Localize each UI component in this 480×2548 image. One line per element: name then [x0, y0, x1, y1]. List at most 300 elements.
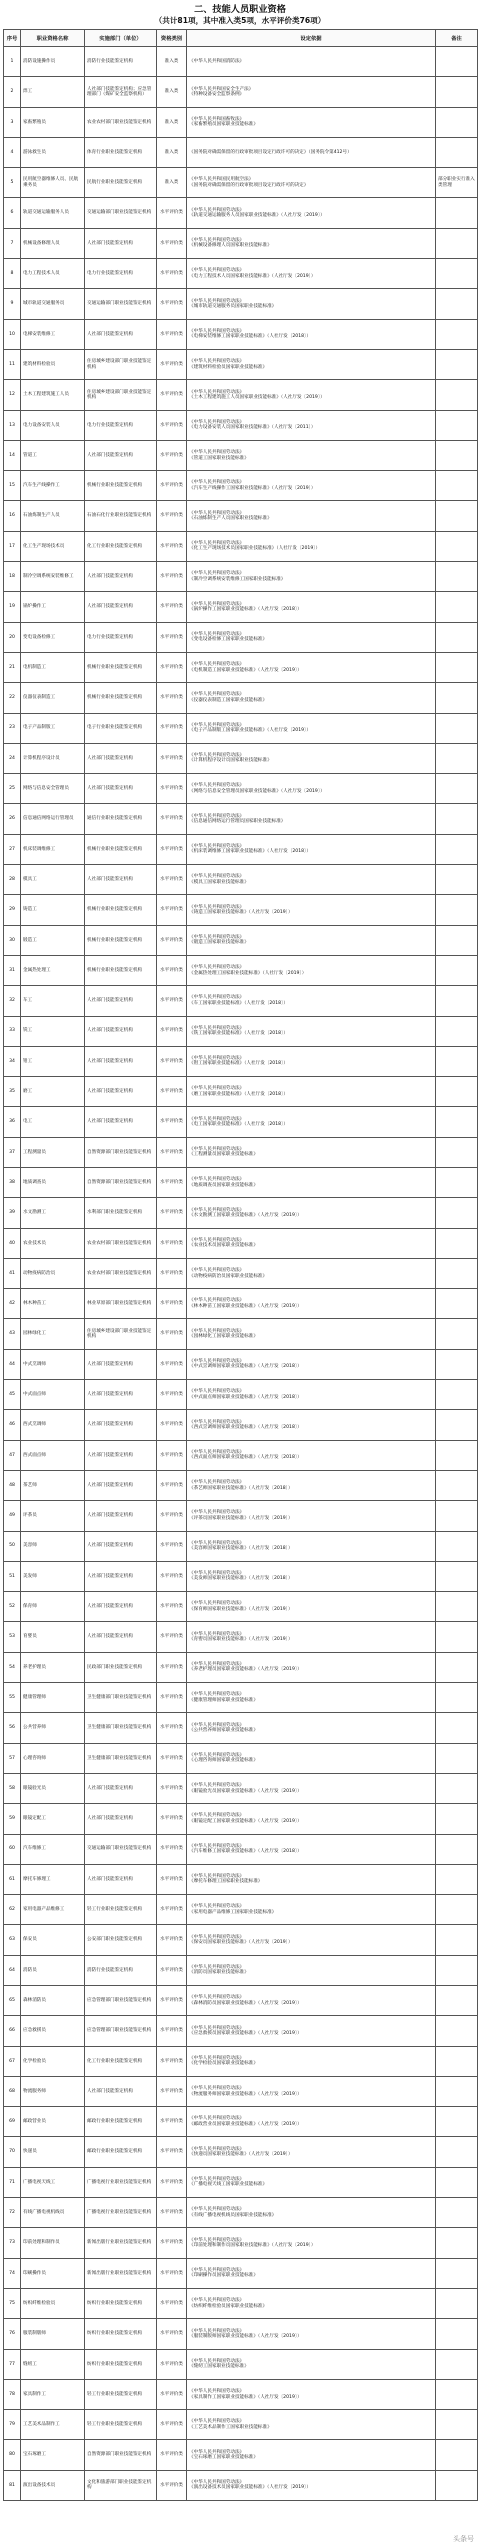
basis-line: 《西式面点师国家职业技能标准》（人社厅发〔2018〕） — [189, 1455, 302, 1461]
cell-name: 邮政营业员 — [21, 2107, 85, 2137]
cell-note — [436, 471, 478, 501]
cell-no: 60 — [4, 1834, 21, 1864]
basis-line: 《印刷操作员国家职业技能标准》 — [189, 2273, 258, 2279]
cell-dept: 轻工行业职业技能鉴定机构 — [85, 2410, 157, 2440]
cell-category: 水平评价类 — [157, 2349, 187, 2379]
cell-note — [436, 713, 478, 743]
cell-name: 养老护理员 — [21, 1652, 85, 1682]
cell-dept: 电力行业技能鉴定机构 — [85, 259, 157, 289]
cell-basis — [187, 2440, 436, 2470]
basis-line: 《公共营养师国家职业技能标准》 — [189, 1727, 258, 1733]
cell-basis — [187, 380, 436, 410]
basis-line: 《中华人民共和国劳动法》 — [189, 1298, 245, 1304]
cell-note — [436, 1016, 478, 1046]
table-row — [4, 592, 478, 622]
cell-note — [436, 2288, 478, 2318]
cell-note — [436, 47, 478, 77]
cell-name: 铣工 — [21, 1016, 85, 1046]
basis-line: 《中华人民共和国劳动法》 — [189, 1146, 245, 1152]
cell-name: 中式面点师 — [21, 1380, 85, 1410]
column-header-note: 备注 — [436, 30, 478, 47]
cell-dept: 交通运输部门职业技能鉴定机构 — [85, 198, 157, 228]
cell-basis — [187, 1743, 436, 1773]
cell-note — [436, 107, 478, 137]
table-row — [4, 228, 478, 258]
table-row — [4, 1804, 478, 1834]
cell-note — [436, 228, 478, 258]
basis-line: 《金属热处理工国家职业技能标准》（人社厅发〔2019〕） — [189, 970, 307, 976]
cell-no: 80 — [4, 2440, 21, 2470]
table-row — [4, 2288, 478, 2318]
basis-line: 《模具工国家职业技能标准》 — [189, 879, 249, 885]
cell-basis — [187, 652, 436, 682]
cell-no: 55 — [4, 1683, 21, 1713]
table-row — [4, 2016, 478, 2046]
cell-note — [436, 592, 478, 622]
cell-basis — [187, 2198, 436, 2228]
basis-line: 《中华人民共和国劳动法》 — [189, 1722, 245, 1728]
cell-category: 水平评价类 — [157, 2258, 187, 2288]
basis-line: 《磨工国家职业技能标准》（人社厅发〔2018〕） — [189, 1091, 288, 1097]
cell-basis — [187, 2046, 436, 2076]
cell-category: 水平评价类 — [157, 531, 187, 561]
table-row — [4, 1561, 478, 1591]
cell-category: 水平评价类 — [157, 713, 187, 743]
cell-name: 城市轨道交通服务员 — [21, 289, 85, 319]
cell-dept: 人社部门技能鉴定机构 — [85, 1501, 157, 1531]
cell-basis — [187, 592, 436, 622]
cell-dept: 住房城乡建设部门职业技能鉴定机构 — [85, 380, 157, 410]
cell-category: 水平评价类 — [157, 319, 187, 349]
cell-no: 74 — [4, 2258, 21, 2288]
cell-basis — [187, 1864, 436, 1894]
cell-name: 评茶员 — [21, 1501, 85, 1531]
cell-no: 69 — [4, 2107, 21, 2137]
cell-category: 水平评价类 — [157, 1622, 187, 1652]
cell-dept: 人社部门技能鉴定机构 — [85, 865, 157, 895]
table-row — [4, 531, 478, 561]
cell-category: 水平评价类 — [157, 228, 187, 258]
cell-no: 9 — [4, 289, 21, 319]
basis-line: 《消防员国家职业技能标准》 — [189, 1970, 249, 1976]
cell-name: 宝石琢磨工 — [21, 2440, 85, 2470]
cell-name: 信息通信网络运行管理员 — [21, 804, 85, 834]
basis-line: 《家具制作工国家职业技能标准》（人社厅发〔2019〕） — [189, 2394, 302, 2400]
basis-line: 《电子产品制版工国家职业技能标准》（人社厅发〔2019〕） — [189, 728, 311, 734]
table-row — [4, 1107, 478, 1137]
cell-name: 服装制版师 — [21, 2319, 85, 2349]
basis-line: 《中华人民共和国劳动法》 — [189, 2146, 245, 2152]
cell-name: 电力设备安装人员 — [21, 410, 85, 440]
cell-note — [436, 1773, 478, 1803]
basis-line: 《中华人民共和国劳动法》 — [189, 934, 245, 940]
cell-dept: 消防行业技能鉴定机构 — [85, 1955, 157, 1985]
cell-name: 美容师 — [21, 1531, 85, 1561]
cell-dept: 自然资源部门职业技能鉴定机构 — [85, 1137, 157, 1167]
cell-dept: 人社部门技能鉴定机构 — [85, 1864, 157, 1894]
table-row — [4, 1289, 478, 1319]
cell-name: 心理咨询师 — [21, 1743, 85, 1773]
cell-dept: 机械行业职业技能鉴定机构 — [85, 683, 157, 713]
table-row — [4, 1077, 478, 1107]
cell-note — [436, 743, 478, 773]
table-row — [4, 2379, 478, 2409]
cell-basis — [187, 228, 436, 258]
basis-line: 《快递员国家职业技能标准》（人社厅发〔2019〕） — [189, 2152, 293, 2158]
cell-basis — [187, 2137, 436, 2167]
cell-note — [436, 925, 478, 955]
cell-note — [436, 137, 478, 167]
table-row — [4, 1683, 478, 1713]
cell-dept: 交通运输部门职业技能鉴定机构 — [85, 289, 157, 319]
cell-no: 42 — [4, 1289, 21, 1319]
cell-basis — [187, 198, 436, 228]
cell-category: 水平评价类 — [157, 1864, 187, 1894]
table-row — [4, 2167, 478, 2197]
cell-name: 管道工 — [21, 440, 85, 470]
table-row — [4, 47, 478, 77]
cell-dept: 人社部门技能鉴定机构；应急管理部门（煤矿安全监察机构） — [85, 77, 157, 107]
cell-dept: 民航行业职业技能鉴定机构 — [85, 168, 157, 198]
cell-dept: 应急管理部门职业技能鉴定机构 — [85, 1986, 157, 2016]
cell-name: 西式烹调师 — [21, 1410, 85, 1440]
cell-note — [436, 1198, 478, 1228]
cell-name: 铸造工 — [21, 895, 85, 925]
cell-category: 水平评价类 — [157, 2379, 187, 2409]
cell-no: 36 — [4, 1107, 21, 1137]
cell-name: 家畜繁殖员 — [21, 107, 85, 137]
basis-line: 《工程测量员国家职业技能标准》 — [189, 1152, 258, 1158]
cell-no: 51 — [4, 1561, 21, 1591]
cell-no: 7 — [4, 228, 21, 258]
table-row — [4, 2228, 478, 2258]
cell-basis — [187, 1046, 436, 1076]
cell-basis — [187, 1137, 436, 1167]
basis-line: 《中华人民共和国劳动法》 — [189, 2237, 245, 2243]
cell-note — [436, 1652, 478, 1682]
cell-category: 水平评价类 — [157, 1683, 187, 1713]
cell-basis — [187, 2107, 436, 2137]
basis-line: 《机械设备修理人员国家职业技能标准》 — [189, 243, 272, 249]
cell-basis — [187, 1258, 436, 1288]
cell-dept: 交通运输部门职业技能鉴定机构 — [85, 1834, 157, 1864]
cell-category: 准入类 — [157, 77, 187, 107]
cell-basis — [187, 2470, 436, 2500]
cell-category: 水平评价类 — [157, 562, 187, 592]
cell-basis — [187, 2076, 436, 2106]
basis-line: 《中华人民共和国劳动法》 — [189, 1692, 245, 1698]
cell-no: 12 — [4, 380, 21, 410]
basis-line: 《国务院对确需保留的行政审批项目设定行政许可的决定》 — [189, 182, 309, 188]
basis-line: 《中华人民共和国劳动法》 — [189, 238, 245, 244]
basis-line: 《中华人民共和国劳动法》 — [189, 419, 245, 425]
cell-basis — [187, 986, 436, 1016]
cell-no: 43 — [4, 1319, 21, 1349]
cell-dept: 人社部门技能鉴定机构 — [85, 592, 157, 622]
cell-note — [436, 895, 478, 925]
cell-note — [436, 2470, 478, 2500]
cell-name: 钳工 — [21, 1046, 85, 1076]
cell-no: 1 — [4, 47, 21, 77]
table-row — [4, 1470, 478, 1500]
cell-name: 民用航空器维修人员、民航乘务员 — [21, 168, 85, 198]
cell-name: 纺织纤维检验员 — [21, 2288, 85, 2318]
cell-no: 75 — [4, 2288, 21, 2318]
basis-line: 《中华人民共和国劳动法》 — [189, 965, 245, 971]
table-row — [4, 2107, 478, 2137]
table-row — [4, 1622, 478, 1652]
cell-name: 印刷操作员 — [21, 2258, 85, 2288]
table-row — [4, 683, 478, 713]
basis-line: 《中华人民共和国劳动法》 — [189, 1964, 245, 1970]
cell-basis — [187, 1713, 436, 1743]
cell-no: 81 — [4, 2470, 21, 2500]
cell-dept: 邮政行业职业技能鉴定机构 — [85, 2107, 157, 2137]
cell-name: 汽车维修工 — [21, 1834, 85, 1864]
cell-name: 金属热处理工 — [21, 955, 85, 985]
cell-category: 水平评价类 — [157, 683, 187, 713]
cell-dept: 人社部门技能鉴定机构 — [85, 1440, 157, 1470]
table-row — [4, 1016, 478, 1046]
basis-line: 《中华人民共和国劳动法》 — [189, 207, 245, 213]
basis-line: 《中华人民共和国民用航空法》 — [189, 177, 254, 183]
basis-line: 《中华人民共和国劳动法》 — [189, 2389, 245, 2395]
basis-line: 《中华人民共和国劳动法》 — [189, 1419, 245, 1425]
cell-basis — [187, 955, 436, 985]
basis-line: 《中华人民共和国劳动法》 — [189, 692, 245, 698]
cell-dept: 水利部门职业技能鉴定机构 — [85, 1198, 157, 1228]
cell-dept: 自然资源部门职业技能鉴定机构 — [85, 2440, 157, 2470]
cell-dept: 公安部门职业技能鉴定机构 — [85, 1925, 157, 1955]
table-row — [4, 77, 478, 107]
table-row — [4, 1955, 478, 1985]
cell-basis — [187, 2288, 436, 2318]
basis-line: 《西式烹调师国家职业技能标准》（人社厅发〔2018〕） — [189, 1425, 302, 1430]
basis-line: 《眼镜验光员国家职业技能标准》（人社厅发〔2019〕） — [189, 1788, 302, 1794]
cell-note — [436, 198, 478, 228]
cell-category: 水平评价类 — [157, 259, 187, 289]
cell-dept: 人社部门技能鉴定机构 — [85, 743, 157, 773]
cell-note — [436, 986, 478, 1016]
cell-basis — [187, 622, 436, 652]
cell-dept: 人社部门技能鉴定机构 — [85, 319, 157, 349]
cell-name: 广播电视天线工 — [21, 2167, 85, 2197]
cell-note — [436, 1895, 478, 1925]
cell-name: 有线广播电视机线员 — [21, 2198, 85, 2228]
cell-no: 13 — [4, 410, 21, 440]
cell-basis — [187, 1107, 436, 1137]
cell-no: 22 — [4, 683, 21, 713]
cell-dept: 住房城乡建设部门职业技能鉴定机构 — [85, 1319, 157, 1349]
basis-line: 《中华人民共和国劳动法》 — [189, 2419, 245, 2425]
basis-line: 《中华人民共和国劳动法》 — [189, 722, 245, 728]
cell-no: 20 — [4, 622, 21, 652]
cell-note — [436, 501, 478, 531]
cell-note — [436, 380, 478, 410]
cell-no: 45 — [4, 1380, 21, 1410]
basis-line: 《中华人民共和国劳动法》 — [189, 813, 245, 819]
basis-line: 《中华人民共和国劳动法》 — [189, 2328, 245, 2334]
table-row — [4, 1137, 478, 1167]
basis-line: 《动物疫病防治员国家职业技能标准》 — [189, 1273, 268, 1279]
cell-no: 6 — [4, 198, 21, 228]
basis-line: 《中华人民共和国劳动法》 — [189, 2358, 245, 2364]
table-row — [4, 2319, 478, 2349]
basis-line: 《农业技术员国家职业技能标准》 — [189, 1243, 258, 1249]
cell-no: 38 — [4, 1167, 21, 1197]
table-row — [4, 1228, 478, 1258]
cell-name: 眼镜验光员 — [21, 1773, 85, 1803]
qualification-table — [3, 29, 478, 2501]
cell-category: 水平评价类 — [157, 2319, 187, 2349]
basis-line: 《化工生产现场技术员国家职业技能标准》（人社厅发〔2019〕） — [189, 546, 321, 552]
table-row — [4, 137, 478, 167]
basis-line: 《中华人民共和国劳动法》 — [189, 2116, 245, 2122]
cell-basis — [187, 259, 436, 289]
basis-line: 《中华人民共和国劳动法》 — [189, 2267, 245, 2273]
table-row — [4, 168, 478, 198]
cell-dept: 农业农村部门职业技能鉴定机构 — [85, 107, 157, 137]
cell-category: 水平评价类 — [157, 1955, 187, 1985]
cell-note — [436, 2076, 478, 2106]
cell-category: 水平评价类 — [157, 1713, 187, 1743]
cell-dept: 机械行业职业技能鉴定机构 — [85, 895, 157, 925]
cell-dept: 机械行业职业技能鉴定机构 — [85, 834, 157, 864]
basis-line: 《有线广播电视机线员国家职业技能标准》 — [189, 2212, 277, 2218]
cell-category: 水平评价类 — [157, 774, 187, 804]
table-row — [4, 1046, 478, 1076]
cell-note — [436, 1470, 478, 1500]
cell-name: 消防设施操作员 — [21, 47, 85, 77]
cell-no: 11 — [4, 349, 21, 379]
table-row — [4, 349, 478, 379]
cell-category: 水平评价类 — [157, 865, 187, 895]
cell-dept: 农业农村部门职业技能鉴定机构 — [85, 1228, 157, 1258]
basis-line: 《国务院对确需保留的行政审批项目设定行政许可的决定》（国务院令第412号） — [189, 149, 352, 155]
basis-line: 《制冷空调系统安装维修工国家职业技能标准》 — [189, 576, 286, 582]
cell-note — [436, 319, 478, 349]
cell-name: 公共营养师 — [21, 1713, 85, 1743]
cell-basis — [187, 1380, 436, 1410]
cell-category: 水平评价类 — [157, 804, 187, 834]
cell-no: 56 — [4, 1713, 21, 1743]
cell-no: 46 — [4, 1410, 21, 1440]
cell-name: 电机制造工 — [21, 652, 85, 682]
basis-line: 《家用电器产品维修工国家职业技能标准》 — [189, 1909, 277, 1915]
cell-no: 66 — [4, 2016, 21, 2046]
basis-line: 《中华人民共和国劳动法》 — [189, 1389, 245, 1395]
table-row — [4, 743, 478, 773]
cell-no: 44 — [4, 1349, 21, 1379]
basis-line: 《车工国家职业技能标准》（人社厅发〔2018〕） — [189, 1000, 288, 1006]
cell-no: 64 — [4, 1955, 21, 1985]
cell-no: 62 — [4, 1895, 21, 1925]
cell-name: 变电设备检修工 — [21, 622, 85, 652]
table-row — [4, 652, 478, 682]
table-row — [4, 834, 478, 864]
basis-line: 《中华人民共和国消防法》 — [189, 58, 245, 64]
cell-category: 水平评价类 — [157, 1380, 187, 1410]
cell-dept: 轻工行业职业技能鉴定机构 — [85, 1895, 157, 1925]
cell-basis — [187, 1501, 436, 1531]
basis-line: 《建筑材料检验员国家职业技能标准》 — [189, 364, 268, 370]
cell-no: 71 — [4, 2167, 21, 2197]
cell-dept: 人社部门技能鉴定机构 — [85, 440, 157, 470]
cell-dept: 人社部门技能鉴定机构 — [85, 1804, 157, 1834]
basis-line: 《中华人民共和国劳动法》 — [189, 2025, 245, 2031]
column-header-basis: 设定依据 — [187, 30, 436, 47]
basis-line: 《中华人民共和国劳动法》 — [189, 571, 245, 577]
basis-line: 《中华人民共和国劳动法》 — [189, 2298, 245, 2304]
cell-no: 37 — [4, 1137, 21, 1167]
cell-name: 水文勘测工 — [21, 1198, 85, 1228]
cell-basis — [187, 774, 436, 804]
cell-note — [436, 2228, 478, 2258]
cell-note — [436, 2107, 478, 2137]
cell-name: 工程测量员 — [21, 1137, 85, 1167]
cell-category: 水平评价类 — [157, 2470, 187, 2500]
basis-line: 《水文勘测工国家职业技能标准》（人社厅发〔2019〕） — [189, 1212, 302, 1218]
cell-name: 电子产品制版工 — [21, 713, 85, 743]
cell-basis — [187, 1531, 436, 1561]
basis-line: 《中华人民共和国安全生产法》 — [189, 86, 254, 92]
table-row — [4, 622, 478, 652]
basis-line: 《地质调查员国家职业技能标准》 — [189, 1182, 258, 1188]
table-row — [4, 440, 478, 470]
basis-line: 《中华人民共和国劳动法》 — [189, 450, 245, 456]
table-row — [4, 1834, 478, 1864]
basis-line: 《茶艺师国家职业技能标准》（人社厅发〔2018〕） — [189, 1485, 293, 1491]
cell-category: 水平评价类 — [157, 2198, 187, 2228]
basis-line: 《中华人民共和国劳动法》 — [189, 1601, 245, 1607]
cell-name: 中式烹调师 — [21, 1349, 85, 1379]
cell-dept: 体育行业职业技能鉴定机构 — [85, 137, 157, 167]
table-row — [4, 501, 478, 531]
basis-line: 《中华人民共和国劳动法》 — [189, 480, 245, 486]
table-row — [4, 1380, 478, 1410]
basis-line: 《中华人民共和国劳动法》 — [189, 843, 245, 849]
cell-dept: 人社部门技能鉴定机构 — [85, 1561, 157, 1591]
cell-category: 水平评价类 — [157, 2076, 187, 2106]
table-row — [4, 2410, 478, 2440]
basis-line: 《中华人民共和国劳动法》 — [189, 1116, 245, 1122]
table-row — [4, 562, 478, 592]
cell-dept: 人社部门技能鉴定机构 — [85, 1773, 157, 1803]
cell-dept: 机械行业职业技能鉴定机构 — [85, 955, 157, 985]
basis-line: 《中华人民共和国劳动法》 — [189, 1571, 245, 1577]
cell-no: 57 — [4, 1743, 21, 1773]
basis-line: 《心理咨询师国家职业技能标准》 — [189, 1758, 258, 1764]
cell-name: 计算机程序设计员 — [21, 743, 85, 773]
cell-note — [436, 1501, 478, 1531]
basis-line: 《中华人民共和国劳动法》 — [189, 2449, 245, 2455]
cell-note — [436, 2410, 478, 2440]
cell-basis — [187, 895, 436, 925]
table-row — [4, 774, 478, 804]
cell-note — [436, 1683, 478, 1713]
table-row — [4, 955, 478, 985]
cell-no: 76 — [4, 2319, 21, 2349]
basis-line: 《电梯安装维修工国家职业技能标准》（人社厅发〔2018〕） — [189, 334, 311, 340]
table-row — [4, 1592, 478, 1622]
cell-basis — [187, 1410, 436, 1440]
cell-dept: 卫生健康部门职业技能鉴定机构 — [85, 1743, 157, 1773]
cell-name: 化工生产现场技术员 — [21, 531, 85, 561]
basis-line: 《中华人民共和国劳动法》 — [189, 753, 245, 759]
column-header-no: 序号 — [4, 30, 21, 47]
basis-line: 《宝石琢磨工国家职业技能标准》 — [189, 2455, 258, 2461]
cell-dept: 电力行业技能鉴定机构 — [85, 410, 157, 440]
